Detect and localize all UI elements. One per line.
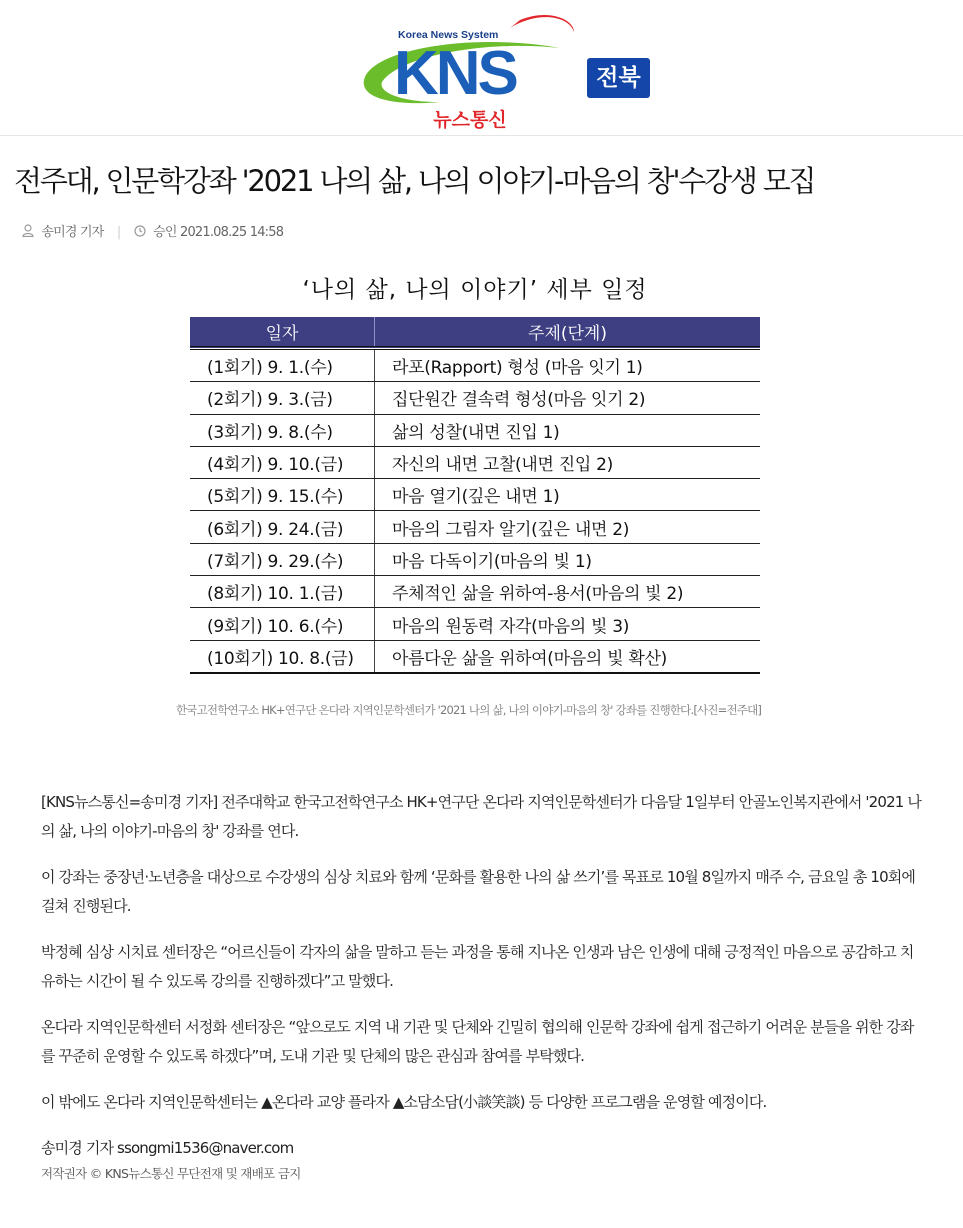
figure-caption: 한국고전학연구소 HK+연구단 온다라 지역인문학센터가 '2021 나의 삶, 나의 이야기-마음의 창' 강좌를 진행한다.[사진=전주대] [176, 703, 762, 717]
body-paragraph: 박정혜 심상 시치료 센터장은 “어르신들이 각자의 삶을 말하고 듣는 과정을 통해 지나온 인생과 남은 인생에 대해 긍정적인 마음으로 공감하고 치유하는 시간이 될 수 있도록 강의를 진행하겠다”고 말했다. [41, 943, 914, 990]
session-date: (2회기) 9. 3.(금) [190, 382, 375, 414]
session-date: (8회기) 10. 1.(금) [190, 576, 375, 608]
kns-logo[interactable] [360, 10, 580, 132]
logo-tagline: Korea News System [398, 29, 499, 41]
header-divider [0, 135, 963, 136]
column-header-date: 일자 [190, 317, 375, 348]
logo-subtitle: 뉴스통신 [433, 109, 507, 131]
session-date: (3회기) 9. 8.(수) [190, 414, 375, 446]
schedule-table [190, 317, 760, 674]
table-row [190, 543, 760, 575]
byline-separator: | [116, 225, 121, 240]
session-date: (5회기) 9. 15.(수) [190, 479, 375, 511]
site-header [0, 0, 963, 135]
column-header-topic: 주제(단계) [375, 317, 761, 348]
figure-title: ‘나의 삶, 나의 이야기’ 세부 일정 [302, 277, 648, 303]
table-row [190, 414, 760, 446]
reporter-signature: 송미경 기자 ssongmi1536@naver.com [41, 1139, 294, 1157]
session-topic: 집단원간 결속력 형성(마음 잇기 2) [375, 382, 761, 414]
article-headline: 전주대, 인문학강좌 '2021 나의 삶, 나의 이야기-마음의 창'수강생 모집 [14, 164, 815, 198]
user-icon [22, 222, 34, 244]
session-topic: 자신의 내면 고찰(내면 진입 2) [375, 446, 761, 478]
article-body [41, 788, 921, 1180]
approved-time: 2021.08.25 14:58 [179, 225, 284, 240]
table-header-row [190, 317, 760, 348]
schedule-figure [175, 262, 775, 692]
session-topic: 마음 다독이기(마음의 빛 1) [375, 543, 761, 575]
table-row [190, 382, 760, 414]
session-date: (7회기) 9. 29.(수) [190, 543, 375, 575]
clock-icon [134, 222, 146, 244]
table-row [190, 446, 760, 478]
session-topic: 주체적인 삶을 위하여-용서(마음의 빛 2) [375, 576, 761, 608]
kns-logo-graphic [360, 10, 580, 132]
table-row [190, 640, 760, 673]
region-badge[interactable]: 전북 [587, 58, 650, 98]
approved-label: 승인 [153, 225, 177, 240]
session-date: (10회기) 10. 8.(금) [190, 640, 375, 673]
session-date: (9회기) 10. 6.(수) [190, 608, 375, 640]
body-paragraph: [KNS뉴스통신=송미경 기자] 전주대학교 한국고전학연구소 HK+연구단 온다라 지역인문학센터가 다음달 1일부터 안골노인복지관에서 '2021 나의 삶, 나의 이야기-마음의 창' 강좌를 연다. [41, 793, 922, 840]
copyright-notice: 저작권자 © KNS뉴스통신 무단전재 및 재배포 금지 [41, 1166, 301, 1181]
reporter-name[interactable]: 송미경 기자 [41, 225, 104, 240]
body-paragraph: 온다라 지역인문학센터 서정화 센터장은 “앞으로도 지역 내 기관 및 단체와 긴밀히 협의해 인문학 강좌에 쉽게 접근하기 어려운 분들을 위한 강좌를 꾸준히 운영할 수 있도록 하겠다”며, 도내 기관 및 단체의 많은 관심과 참여를 부탁했다. [41, 1018, 914, 1065]
session-date: (6회기) 9. 24.(금) [190, 511, 375, 543]
session-topic: 라포(Rapport) 형성 (마음 잇기 1) [375, 348, 761, 382]
session-date: (1회기) 9. 1.(수) [190, 348, 375, 382]
logo-arc [510, 15, 574, 32]
table-row [190, 608, 760, 640]
table-row [190, 348, 760, 382]
byline [22, 222, 283, 244]
session-topic: 마음의 그림자 알기(깊은 내면 2) [375, 511, 761, 543]
logo-wordmark: KNS [394, 39, 516, 108]
session-date: (4회기) 9. 10.(금) [190, 446, 375, 478]
session-topic: 마음의 원동력 자각(마음의 빛 3) [375, 608, 761, 640]
body-paragraph: 이 밖에도 온다라 지역인문학센터는 ▲온다라 교양 플라자 ▲소담소담(小談笑談) 등 다양한 프로그램을 운영할 예정이다. [41, 1093, 767, 1111]
session-topic: 삶의 성찰(내면 진입 1) [375, 414, 761, 446]
body-paragraph: 이 강좌는 중장년·노년층을 대상으로 수강생의 심상 치료와 함께 ‘문화를 활용한 나의 삶 쓰기’를 목표로 10월 8일까지 매주 수, 금요일 총 10회에 걸쳐 진행된다. [41, 868, 916, 915]
table-row [190, 479, 760, 511]
table-row [190, 576, 760, 608]
session-topic: 아름다운 삶을 위하여(마음의 빛 확산) [375, 640, 761, 673]
session-topic: 마음 열기(깊은 내면 1) [375, 479, 761, 511]
table-row [190, 511, 760, 543]
